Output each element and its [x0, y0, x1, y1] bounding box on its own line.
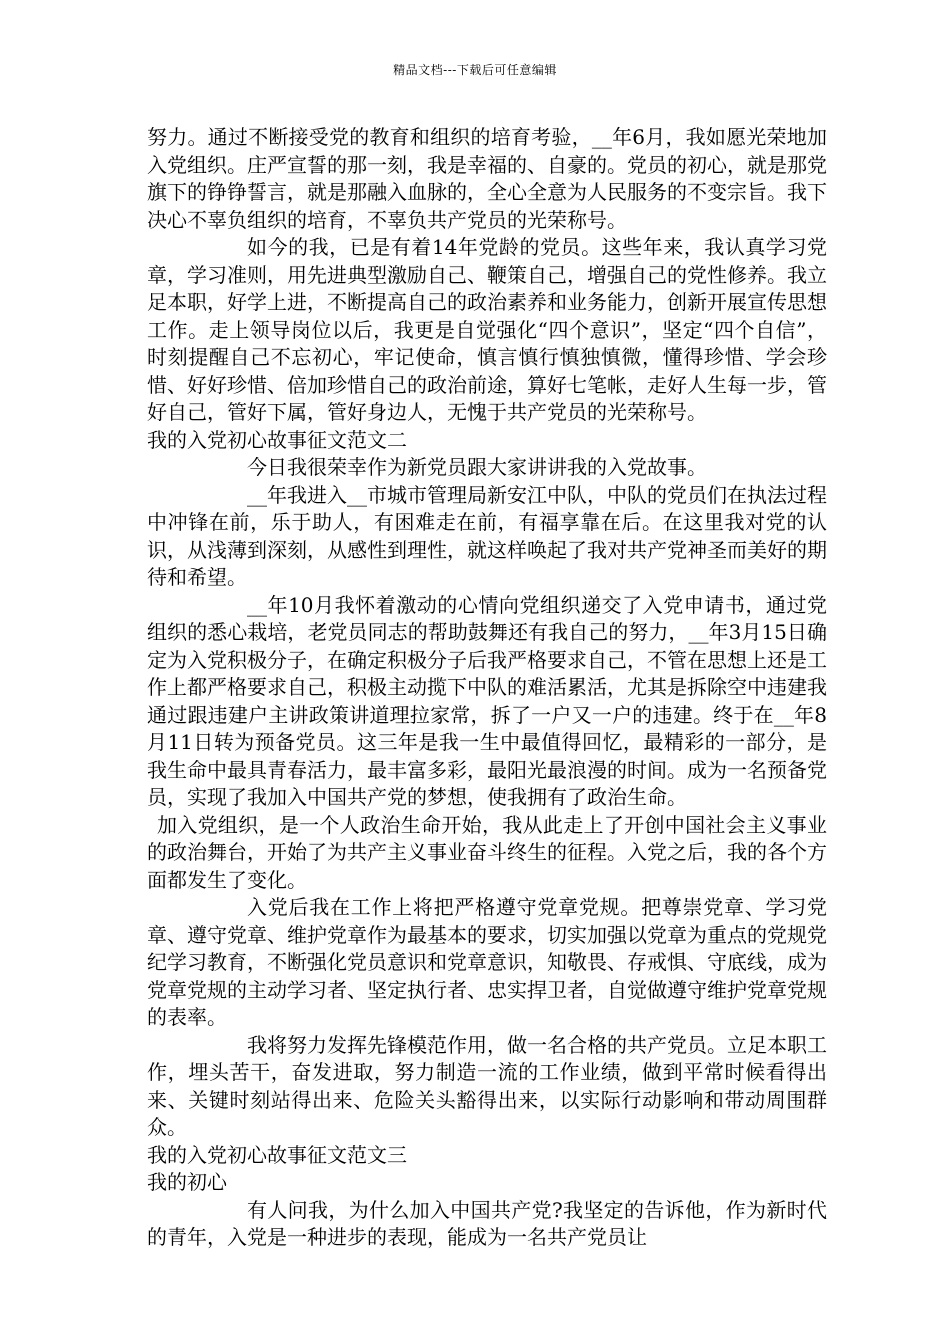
paragraph: __年我进入__市城市管理局新安江中队，中队的党员们在执法过程中冲锋在前，乐于助人，有困难走在前，有福享靠在后。在这里我对党的认识，从浅薄到深刻，从感性到理性，就这样唤起了我对共产党神圣而美好的期待和希望。 — [147, 482, 827, 589]
section-title: 我的入党初心故事征文范文三 — [147, 1142, 407, 1167]
paragraph: 我将努力发挥先锋模范作用，做一名合格的共产党员。立足本职工作，埋头苦干，奋发进取，努力制造一流的工作业绩，做到平常时候看得出来、关键时刻站得出来、危险关头豁得出来，以实际行动影响和带动周围群众。 — [147, 1032, 827, 1139]
paragraph: 努力。通过不断接受党的教育和组织的培育考验，__年6月，我如愿光荣地加入党组织。庄严宣誓的那一刻，我是幸福的、自豪的。党员的初心，就是那党旗下的铮铮誓言，就是那融入血脉的，全心全意为人民服务的不变宗旨。我下决心不辜负组织的培育，不辜负共产党员的光荣称号。 — [147, 125, 827, 232]
paragraph: 如今的我，已是有着14年党龄的党员。这些年来，我认真学习党章，学习准则，用先进典型激励自己、鞭策自己，增强自己的党性修养。我立足本职，好学上进，不断提高自己的政治素养和业务能力，创新开展宣传思想工作。走上领导岗位以后，我更是自觉强化“四个意识”，坚定“四个自信”，时刻提醒自己不忘初心，牢记使命，慎言慎行慎独慎微，懂得珍惜、学会珍惜、好好珍惜、倍加珍惜自己的政治前途，算好七笔帐，走好人生每一步，管好自己，管好下属，管好身边人，无愧于共产党员的光荣称号。 — [147, 235, 827, 424]
paragraph: 加入党组织，是一个人政治生命开始，我从此走上了开创中国社会主义事业的政治舞台，开始了为共产主义事业奋斗终生的征程。入党之后，我的各个方面都发生了变化。 — [147, 812, 827, 892]
paragraph: 有人问我，为什么加入中国共产党?我坚定的告诉他，作为新时代的青年，入党是一种进步的表现，能成为一名共产党员让 — [147, 1197, 827, 1249]
sub-title: 我的初心 — [147, 1170, 227, 1194]
page-header: 精品文档---下载后可任意编辑 — [393, 63, 557, 77]
document-body — [147, 124, 827, 1252]
paragraph: 入党后我在工作上将把严格遵守党章党规。把尊崇党章、学习党章、遵守党章、维护党章作为最基本的要求，切实加强以党章为重点的党规党纪学习教育，不断强化党员意识和党章意识，知敬畏、存戒惧、守底线，成为党章党规的主动学习者、坚定执行者、忠实捍卫者，自觉做遵守维护党章党规的表率。 — [147, 895, 827, 1029]
paragraph: __年10月我怀着激动的心情向党组织递交了入党申请书，通过党组织的悉心栽培，老党员同志的帮助鼓舞还有我自己的努力，__年3月15日确定为入党积极分子，在确定积极分子后我严格要求自己，不管在思想上还是工作上都严格要求自己，积极主动揽下中队的难活累活，尤其是拆除空中违建我通过跟违建户主讲政策讲道理拉家常，拆了一户又一户的违建。终于在__年8月11日转为预备党员。这三年是我一生中最值得回忆，最精彩的一部分，是我生命中最具青春活力，最丰富多彩，最阳光最浪漫的时间。成为一名预备党员，实现了我加入中国共产党的梦想，使我拥有了政治生命。 — [147, 592, 827, 809]
section-title: 我的入党初心故事征文范文二 — [147, 427, 407, 452]
paragraph: 今日我很荣幸作为新党员跟大家讲讲我的入党故事。 — [247, 455, 707, 479]
